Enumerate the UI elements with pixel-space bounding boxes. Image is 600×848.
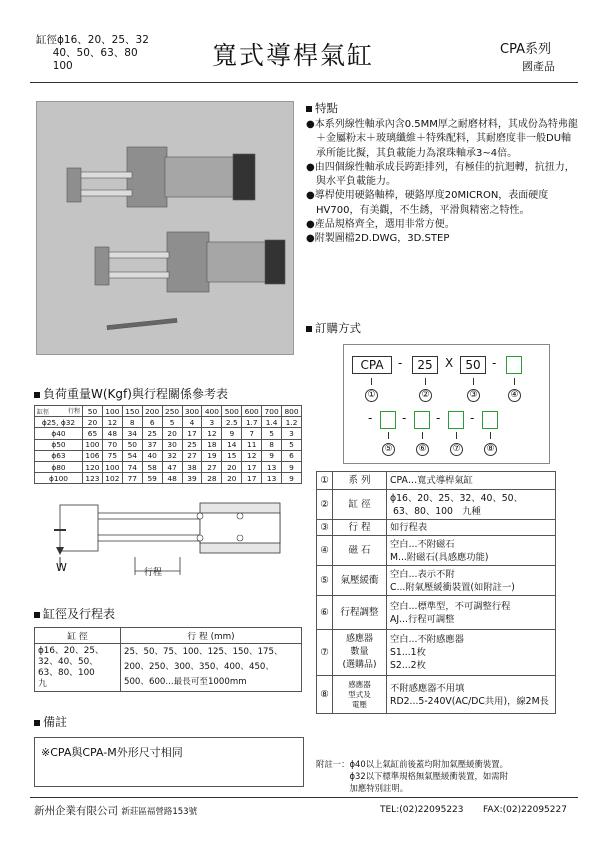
load-value-cell: 54 bbox=[122, 450, 142, 461]
circle-6: ⑥ bbox=[416, 443, 429, 456]
load-value-cell: 5 bbox=[282, 439, 302, 450]
stroke-header: 400 bbox=[202, 406, 222, 417]
stroke-header: 300 bbox=[182, 406, 202, 417]
load-value-cell: 123 bbox=[83, 473, 103, 484]
code-stroke: 50 bbox=[460, 356, 486, 374]
bore-cell: ϕ100 bbox=[35, 473, 83, 484]
spec-value: 如行程表 bbox=[387, 520, 556, 536]
feature-item: ●產品規格齊全，選用非常方便。 bbox=[306, 219, 455, 231]
spec-row bbox=[317, 520, 556, 536]
w-label: W bbox=[56, 561, 67, 574]
bore-cell: ϕ40 bbox=[35, 428, 83, 439]
load-value-cell: 7 bbox=[242, 428, 262, 439]
load-value-cell: 13 bbox=[262, 461, 282, 472]
bore-cell: ϕ16、20、25、 32、40、50、 63、80、100 九 bbox=[35, 644, 121, 692]
load-value-cell: 39 bbox=[182, 473, 202, 484]
load-value-cell: 20 bbox=[222, 473, 242, 484]
code-dash: - bbox=[492, 356, 497, 370]
load-value-cell: 20 bbox=[222, 461, 242, 472]
spec-label: 磁 石 bbox=[333, 536, 387, 566]
load-value-cell: 25 bbox=[182, 439, 202, 450]
load-value-cell: 65 bbox=[83, 428, 103, 439]
load-value-cell: 48 bbox=[102, 428, 122, 439]
option-box-7 bbox=[448, 411, 464, 429]
load-value-cell: 1.4 bbox=[262, 417, 282, 428]
features-heading: 特點 bbox=[306, 100, 338, 116]
table-header-row bbox=[35, 406, 302, 417]
stroke-table-heading: 缸徑及行程表 bbox=[34, 605, 115, 622]
order-heading: 訂購方式 bbox=[306, 320, 361, 336]
spec-footnote: 附註一：ϕ40以上氣缸前後蓋均附加氣壓緩衝裝置。 ϕ32以下標準規格無氣壓緩衝裝置，如需附 加應特別註明。 bbox=[316, 759, 509, 793]
circle-7: ⑦ bbox=[450, 443, 463, 456]
load-value-cell: 6 bbox=[142, 417, 162, 428]
feature-item: ●本系列線性軸承內含0.5MM厚之耐磨材料，其成份為特弗龍＋金屬粉末＋玻璃纖維＋特殊配料，其耐磨度非一般DU軸承所能比擬，其負載能力為滾珠軸承3~4倍。 bbox=[306, 119, 578, 159]
load-value-cell: 28 bbox=[202, 473, 222, 484]
load-value-cell: 100 bbox=[102, 461, 122, 472]
load-value-cell: 120 bbox=[83, 461, 103, 472]
code-dash: - bbox=[398, 356, 403, 370]
header-divider bbox=[30, 82, 578, 83]
tick bbox=[422, 432, 423, 439]
features-list bbox=[306, 118, 578, 247]
stroke-header: 700 bbox=[262, 406, 282, 417]
load-value-cell: 38 bbox=[182, 461, 202, 472]
spec-label: 氣壓緩衝 bbox=[333, 566, 387, 596]
order-code-box bbox=[343, 344, 550, 464]
load-value-cell: 74 bbox=[122, 461, 142, 472]
load-value-cell: 77 bbox=[122, 473, 142, 484]
stroke-header: 50 bbox=[83, 406, 103, 417]
table-row bbox=[35, 644, 302, 692]
load-value-cell: 12 bbox=[242, 450, 262, 461]
load-value-cell: 2.5 bbox=[222, 417, 242, 428]
footer-divider bbox=[30, 797, 578, 798]
load-value-cell: 17 bbox=[182, 428, 202, 439]
bore-cell: ϕ25, ϕ32 bbox=[35, 417, 83, 428]
feature-item: ●附製圖檔2D.DWG，3D.STEP bbox=[306, 233, 450, 245]
load-value-cell: 102 bbox=[102, 473, 122, 484]
stroke-header: 800 bbox=[282, 406, 302, 417]
product-photo bbox=[36, 101, 294, 355]
spec-num: ② bbox=[317, 490, 333, 520]
option-box-6 bbox=[414, 411, 430, 429]
spec-num: ⑥ bbox=[317, 596, 333, 630]
table-row bbox=[35, 473, 302, 484]
spec-label: 系 列 bbox=[333, 472, 387, 490]
load-value-cell: 100 bbox=[83, 439, 103, 450]
load-value-cell: 9 bbox=[282, 461, 302, 472]
stroke-header: 150 bbox=[122, 406, 142, 417]
load-value-cell: 17 bbox=[242, 473, 262, 484]
table-row bbox=[35, 417, 302, 428]
load-value-cell: 11 bbox=[242, 439, 262, 450]
load-value-cell: 30 bbox=[162, 439, 182, 450]
load-value-cell: 25 bbox=[142, 428, 162, 439]
load-value-cell: 13 bbox=[262, 473, 282, 484]
spec-row bbox=[317, 630, 556, 676]
table-row bbox=[35, 428, 302, 439]
code-dash: - bbox=[436, 411, 441, 425]
load-value-cell: 1.7 bbox=[242, 417, 262, 428]
spec-num: ① bbox=[317, 472, 333, 490]
origin-label: 國產品 bbox=[522, 60, 555, 73]
load-value-cell: 106 bbox=[83, 450, 103, 461]
option-box-8 bbox=[482, 411, 498, 429]
spec-value: 不附感應器不用填 RD2...5-240V(AC/DC共用)，線2M長 bbox=[387, 676, 556, 714]
spec-num: ⑤ bbox=[317, 566, 333, 596]
load-value-cell: 40 bbox=[142, 450, 162, 461]
corner-cell: 行程 缸徑 bbox=[35, 406, 83, 417]
bore-cell: ϕ80 bbox=[35, 461, 83, 472]
code-prefix: CPA bbox=[352, 356, 392, 374]
load-value-cell: 9 bbox=[282, 473, 302, 484]
tick bbox=[456, 432, 457, 439]
spec-value: CPA…寬式導桿氣缸 bbox=[387, 472, 556, 490]
spec-label: 缸 徑 bbox=[333, 490, 387, 520]
series-label: CPA系列 bbox=[500, 42, 551, 57]
load-value-cell: 8 bbox=[122, 417, 142, 428]
spec-row bbox=[317, 596, 556, 630]
bore-col-header: 缸 徑 bbox=[35, 628, 121, 644]
load-value-cell: 75 bbox=[102, 450, 122, 461]
tick bbox=[371, 378, 372, 385]
circle-1: ① bbox=[365, 389, 378, 402]
bore-cell: ϕ50 bbox=[35, 439, 83, 450]
spec-table bbox=[316, 471, 556, 714]
option-box-4 bbox=[506, 356, 522, 374]
spec-label: 感應器 數量 (選購品) bbox=[333, 630, 387, 676]
feature-item: ●導桿使用硬鉻軸棒，硬鉻厚度20MICRON，表面硬度HV700，有美觀，不生銹，平滑與精密之特性。 bbox=[306, 190, 549, 216]
load-value-cell: 34 bbox=[122, 428, 142, 439]
spec-row bbox=[317, 676, 556, 714]
spec-num: ④ bbox=[317, 536, 333, 566]
tick bbox=[490, 432, 491, 439]
load-diagram bbox=[40, 495, 310, 585]
stroke-label: 行程 bbox=[144, 568, 163, 578]
load-value-cell: 37 bbox=[142, 439, 162, 450]
spec-value: 空白...不附磁石 M...附磁石(具感應功能) bbox=[387, 536, 556, 566]
load-value-cell: 48 bbox=[162, 473, 182, 484]
notes-heading: 備註 bbox=[34, 713, 67, 730]
code-x: X bbox=[445, 356, 454, 370]
load-value-cell: 20 bbox=[162, 428, 182, 439]
table-row bbox=[35, 461, 302, 472]
load-value-cell: 59 bbox=[142, 473, 162, 484]
stroke-header: 250 bbox=[162, 406, 182, 417]
circle-5: ⑤ bbox=[382, 443, 395, 456]
code-dash: - bbox=[402, 411, 407, 425]
spec-num: ③ bbox=[317, 520, 333, 536]
load-value-cell: 12 bbox=[202, 428, 222, 439]
feature-item: ●由四個線性軸承成長跨距排列，有極佳的抗迴轉，抗扭力，與水平負載能力。 bbox=[306, 161, 575, 188]
load-value-cell: 58 bbox=[142, 461, 162, 472]
spec-value: ϕ16、20、25、32、40、50、 63、80、100 九種 bbox=[387, 490, 556, 520]
stroke-header: 100 bbox=[102, 406, 122, 417]
spec-num: ⑧ bbox=[317, 676, 333, 714]
load-value-cell: 19 bbox=[202, 450, 222, 461]
spec-row bbox=[317, 566, 556, 596]
tick bbox=[473, 378, 474, 385]
spec-label: 感應器 型式及 電壓 bbox=[333, 676, 387, 714]
circle-3: ③ bbox=[467, 389, 480, 402]
load-value-cell: 50 bbox=[122, 439, 142, 450]
circle-8: ⑧ bbox=[484, 443, 497, 456]
circle-2: ② bbox=[419, 389, 432, 402]
notes-text: ※CPA與CPA-M外形尺寸相同 bbox=[41, 746, 183, 759]
bore-sizes-header: 缸徑ϕ16、20、25、32 40、50、63、80 100 bbox=[36, 34, 149, 72]
spec-row bbox=[317, 490, 556, 520]
tick bbox=[514, 378, 515, 385]
load-value-cell: 1.2 bbox=[282, 417, 302, 428]
load-value-cell: 27 bbox=[202, 461, 222, 472]
load-value-cell: 17 bbox=[242, 461, 262, 472]
spec-value: 空白...表示不附 C...附氣壓緩衝裝置(如附註一) bbox=[387, 566, 556, 596]
table-header-row bbox=[35, 628, 302, 644]
stroke-header: 600 bbox=[242, 406, 262, 417]
spec-row bbox=[317, 536, 556, 566]
load-value-cell: 70 bbox=[102, 439, 122, 450]
notes-box bbox=[34, 737, 304, 787]
stroke-table bbox=[34, 627, 302, 692]
load-table-heading: 負荷重量W(Kgf)與行程關係參考表 bbox=[34, 385, 228, 402]
stroke-header: 200 bbox=[142, 406, 162, 417]
code-bore: 25 bbox=[412, 356, 438, 374]
load-value-cell: 9 bbox=[222, 428, 242, 439]
load-value-cell: 14 bbox=[222, 439, 242, 450]
load-value-cell: 15 bbox=[222, 450, 242, 461]
tick bbox=[425, 378, 426, 385]
spec-num: ⑦ bbox=[317, 630, 333, 676]
stroke-col-header: 行 程 (mm) bbox=[121, 628, 302, 644]
spec-label: 行程調整 bbox=[333, 596, 387, 630]
stroke-header: 500 bbox=[222, 406, 242, 417]
spec-value: 空白...標準型，不可調整行程 AJ...行程可調整 bbox=[387, 596, 556, 630]
circle-4: ④ bbox=[508, 389, 521, 402]
bore-cell: ϕ63 bbox=[35, 450, 83, 461]
load-value-cell: 5 bbox=[262, 428, 282, 439]
table-row bbox=[35, 450, 302, 461]
load-value-cell: 12 bbox=[102, 417, 122, 428]
stroke-cell: 25、50、75、100、125、150、175、 200、250、300、350、400、450、 500、600...最長可至1000mm bbox=[121, 644, 302, 692]
load-value-cell: 47 bbox=[162, 461, 182, 472]
load-value-cell: 9 bbox=[262, 450, 282, 461]
load-value-cell: 18 bbox=[202, 439, 222, 450]
load-value-cell: 20 bbox=[83, 417, 103, 428]
load-value-cell: 8 bbox=[262, 439, 282, 450]
option-box-5 bbox=[380, 411, 396, 429]
spec-value: 空白...不附感應器 S1...1枚 S2...2枚 bbox=[387, 630, 556, 676]
spec-label: 行 程 bbox=[333, 520, 387, 536]
load-value-cell: 3 bbox=[282, 428, 302, 439]
load-value-cell: 27 bbox=[182, 450, 202, 461]
load-value-cell: 4 bbox=[182, 417, 202, 428]
code-dash: - bbox=[470, 411, 475, 425]
page-title: 寬式導桿氣缸 bbox=[212, 41, 375, 70]
tick bbox=[388, 432, 389, 439]
load-value-cell: 5 bbox=[162, 417, 182, 428]
load-value-cell: 32 bbox=[162, 450, 182, 461]
table-row bbox=[35, 439, 302, 450]
code-dash: - bbox=[368, 411, 373, 425]
footer-company: 新州企業有限公司 新莊區福營路153號 bbox=[34, 805, 198, 817]
load-value-cell: 3 bbox=[202, 417, 222, 428]
load-table bbox=[34, 405, 302, 484]
footer-contact: TEL:(02)22095223 FAX:(02)22095227 bbox=[380, 805, 567, 815]
spec-row bbox=[317, 472, 556, 490]
load-value-cell: 6 bbox=[282, 450, 302, 461]
